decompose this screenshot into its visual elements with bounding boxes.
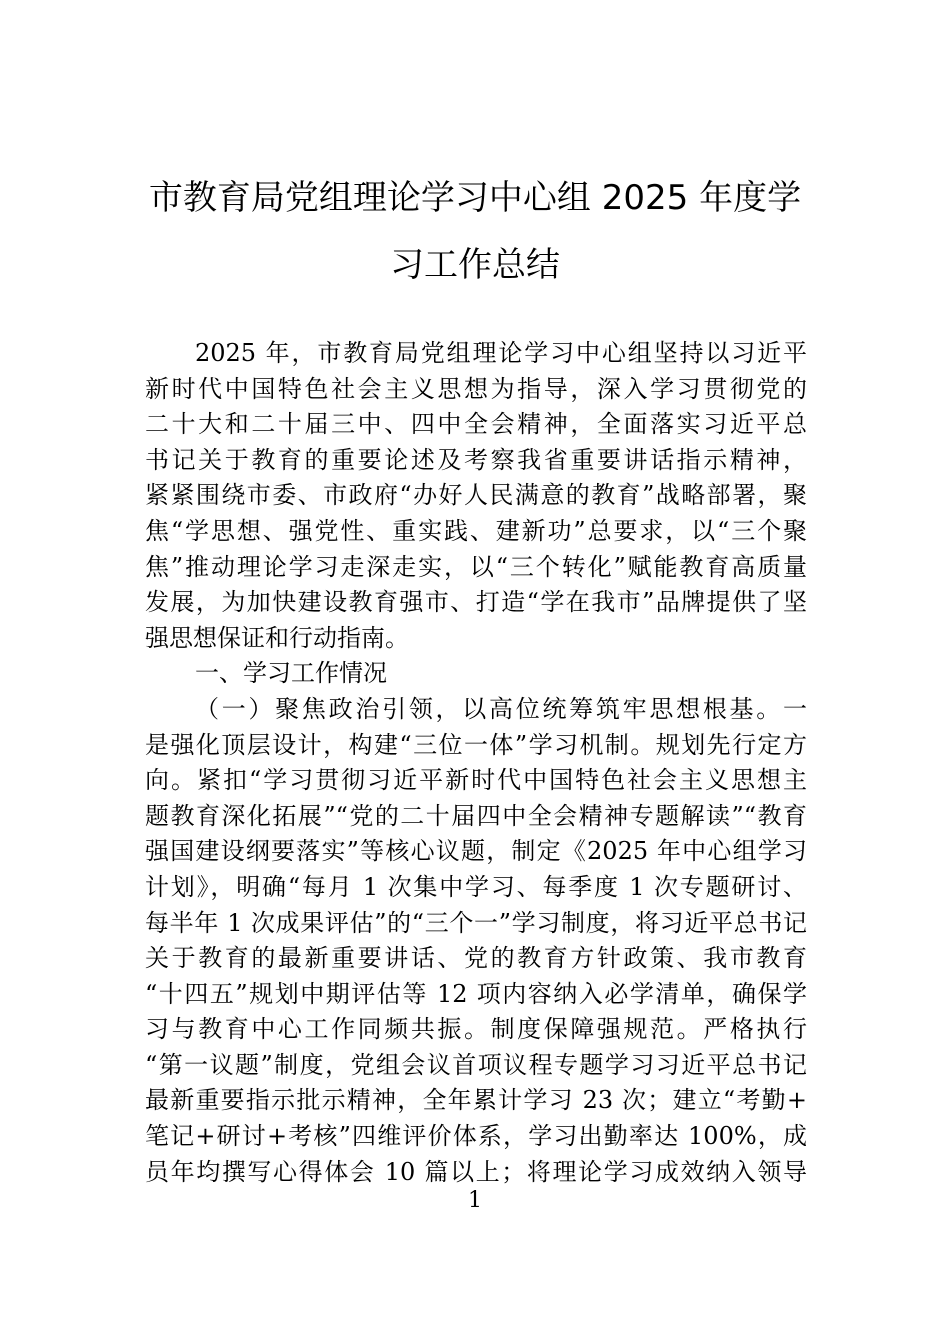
body-line: 每半年 1 次成果评估”的“三个一”学习制度，将习近平总书记 — [145, 908, 807, 937]
document-body — [145, 336, 807, 1190]
body-line: “十四五”规划中期评估等 12 项内容纳入必学清单，确保学 — [145, 979, 807, 1008]
body-line: 2025 年，市教育局党组理论学习中心组坚持以习近平 — [195, 339, 807, 367]
body-line: 二十大和二十届三中、四中全会精神，全面落实习近平总 — [145, 410, 807, 439]
body-line: 是强化顶层设计，构建“三位一体”学习机制。规划先行定方 — [145, 730, 807, 759]
title-line-2: 习工作总结 — [390, 245, 560, 285]
body-line: 员年均撰写心得体会 10 篇以上；将理论学习成效纳入领导 — [145, 1157, 807, 1186]
body-line: 笔记+研讨+考核”四维评价体系，学习出勤率达 100%，成 — [145, 1122, 807, 1151]
body-line: 新时代中国特色社会主义思想为指导，深入学习贯彻党的 — [145, 374, 807, 403]
subsection-line: （一）聚焦政治引领，以高位统筹筑牢思想根基。一 — [195, 694, 807, 723]
body-line: 焦”推动理论学习走深走实，以“三个转化”赋能教育高质量 — [145, 552, 807, 581]
body-line: 强思想保证和行动指南。 — [145, 623, 409, 652]
page-number: 1 — [468, 1188, 482, 1213]
body-line: 最新重要指示批示精神，全年累计学习 23 次；建立“考勤+ — [145, 1086, 807, 1115]
body-line: 紧紧围绕市委、市政府“办好人民满意的教育”战略部署，聚 — [145, 481, 807, 510]
body-line: 强国建设纲要落实”等核心议题，制定《2025 年中心组学习 — [145, 837, 807, 866]
body-line: 发展，为加快建设教育强市、打造“学在我市”品牌提供了坚 — [145, 588, 807, 617]
title-line-1: 市教育局党组理论学习中心组 2025 年度学 — [148, 178, 802, 218]
body-line: 书记关于教育的重要论述及考察我省重要讲话指示精神， — [145, 445, 807, 474]
body-line: 题教育深化拓展”“党的二十届四中全会精神专题解读”“教育 — [145, 801, 807, 830]
section-heading: 一、学习工作情况 — [195, 659, 387, 688]
body-line: 向。紧扣“学习贯彻习近平新时代中国特色社会主义思想主 — [145, 766, 807, 795]
body-line: “第一议题”制度，党组会议首项议程专题学习习近平总书记 — [145, 1050, 807, 1079]
body-line: 习与教育中心工作同频共振。制度保障强规范。严格执行 — [145, 1015, 807, 1044]
document-title — [120, 168, 830, 295]
body-line: 计划》，明确“每月 1 次集中学习、每季度 1 次专题研讨、 — [145, 872, 807, 901]
body-line: 关于教育的最新重要讲话、党的教育方针政策、我市教育 — [145, 944, 807, 973]
body-line: 焦“学思想、强党性、重实践、建新功”总要求，以“三个聚 — [145, 516, 807, 545]
